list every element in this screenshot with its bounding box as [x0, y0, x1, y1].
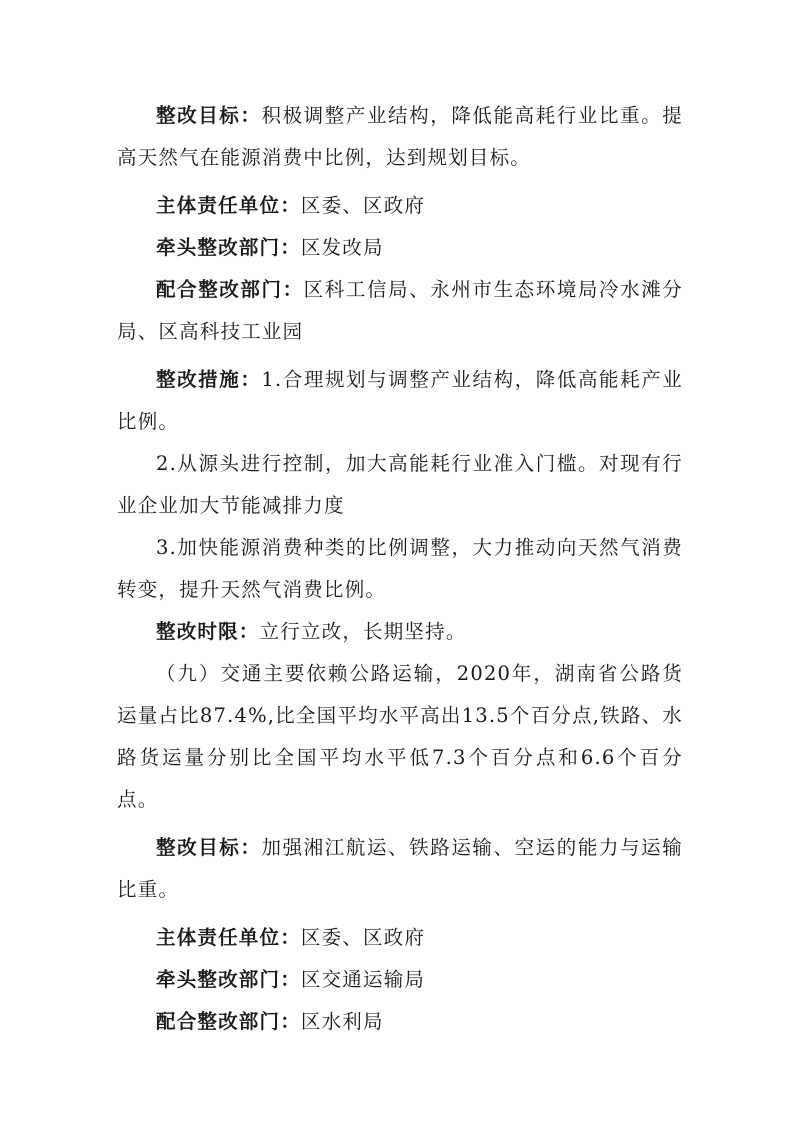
- text-cooperating-departments: 区科工信局、永州市生态环境局冷水滩分局、区高科技工业园: [117, 278, 683, 343]
- paragraph-issue-9: [117, 653, 683, 821]
- text-cooperating-departments: 区水利局: [300, 1010, 384, 1033]
- label-rectification-goal: 整改目标：: [156, 104, 262, 127]
- text-measure-2: 2.从源头进行控制，加大高能耗行业准入门槛。对现有行业企业加大节能减排力度: [117, 452, 683, 517]
- label-lead-department: 牵头整改部门：: [156, 968, 301, 991]
- paragraph-responsible-unit-2: [117, 917, 683, 959]
- paragraph-lead-department-1: [117, 227, 683, 269]
- text-lead-department: 区发改局: [300, 236, 384, 259]
- label-deadline: 整改时限：: [156, 620, 260, 643]
- text-lead-department: 区交通运输局: [300, 968, 426, 991]
- paragraph-goal-2: [117, 827, 683, 911]
- label-rectification-goal: 整改目标：: [156, 836, 262, 859]
- paragraph-cooperating-departments-2: [117, 1001, 683, 1043]
- label-responsible-unit: 主体责任单位：: [156, 194, 301, 217]
- text-responsible-unit: 区委、区政府: [300, 926, 426, 949]
- text-responsible-unit: 区委、区政府: [300, 194, 426, 217]
- paragraph-responsible-unit-1: [117, 185, 683, 227]
- label-cooperating-departments: 配合整改部门：: [156, 1010, 301, 1033]
- label-cooperating-departments: 配合整改部门：: [156, 278, 304, 301]
- paragraph-cooperating-departments-1: [117, 269, 683, 353]
- text-issue-9: （九）交通主要依赖公路运输，2020年，湖南省公路货运量占比87.4%,比全国平均水平高出13.5个百分点,铁路、水路货运量分别比全国平均水平低7.3个百分点和6.6个百分点。: [117, 662, 683, 811]
- label-measures: 整改措施：: [156, 368, 262, 391]
- paragraph-measure-3: [117, 527, 683, 611]
- paragraph-measures: [117, 359, 683, 443]
- text-measure-1: 1.合理规划与调整产业结构，降低高能耗产业比例。: [117, 368, 683, 433]
- text-measure-3: 3.加快能源消费种类的比例调整，大力推动向天然气消费转变，提升天然气消费比例。: [117, 536, 683, 601]
- text-rectification-goal: 加强湘江航运、铁路运输、空运的能力与运输比重。: [117, 836, 683, 901]
- paragraph-lead-department-2: [117, 959, 683, 1001]
- label-responsible-unit: 主体责任单位：: [156, 926, 301, 949]
- text-deadline: 立行立改，长期坚持。: [259, 620, 467, 643]
- paragraph-measure-2: [117, 443, 683, 527]
- text-rectification-goal: 积极调整产业结构，降低能高耗行业比重。提高天然气在能源消费中比例，达到规划目标。: [117, 104, 683, 169]
- paragraph-goal-1: [117, 95, 683, 179]
- label-lead-department: 牵头整改部门：: [156, 236, 301, 259]
- paragraph-deadline: [117, 611, 683, 653]
